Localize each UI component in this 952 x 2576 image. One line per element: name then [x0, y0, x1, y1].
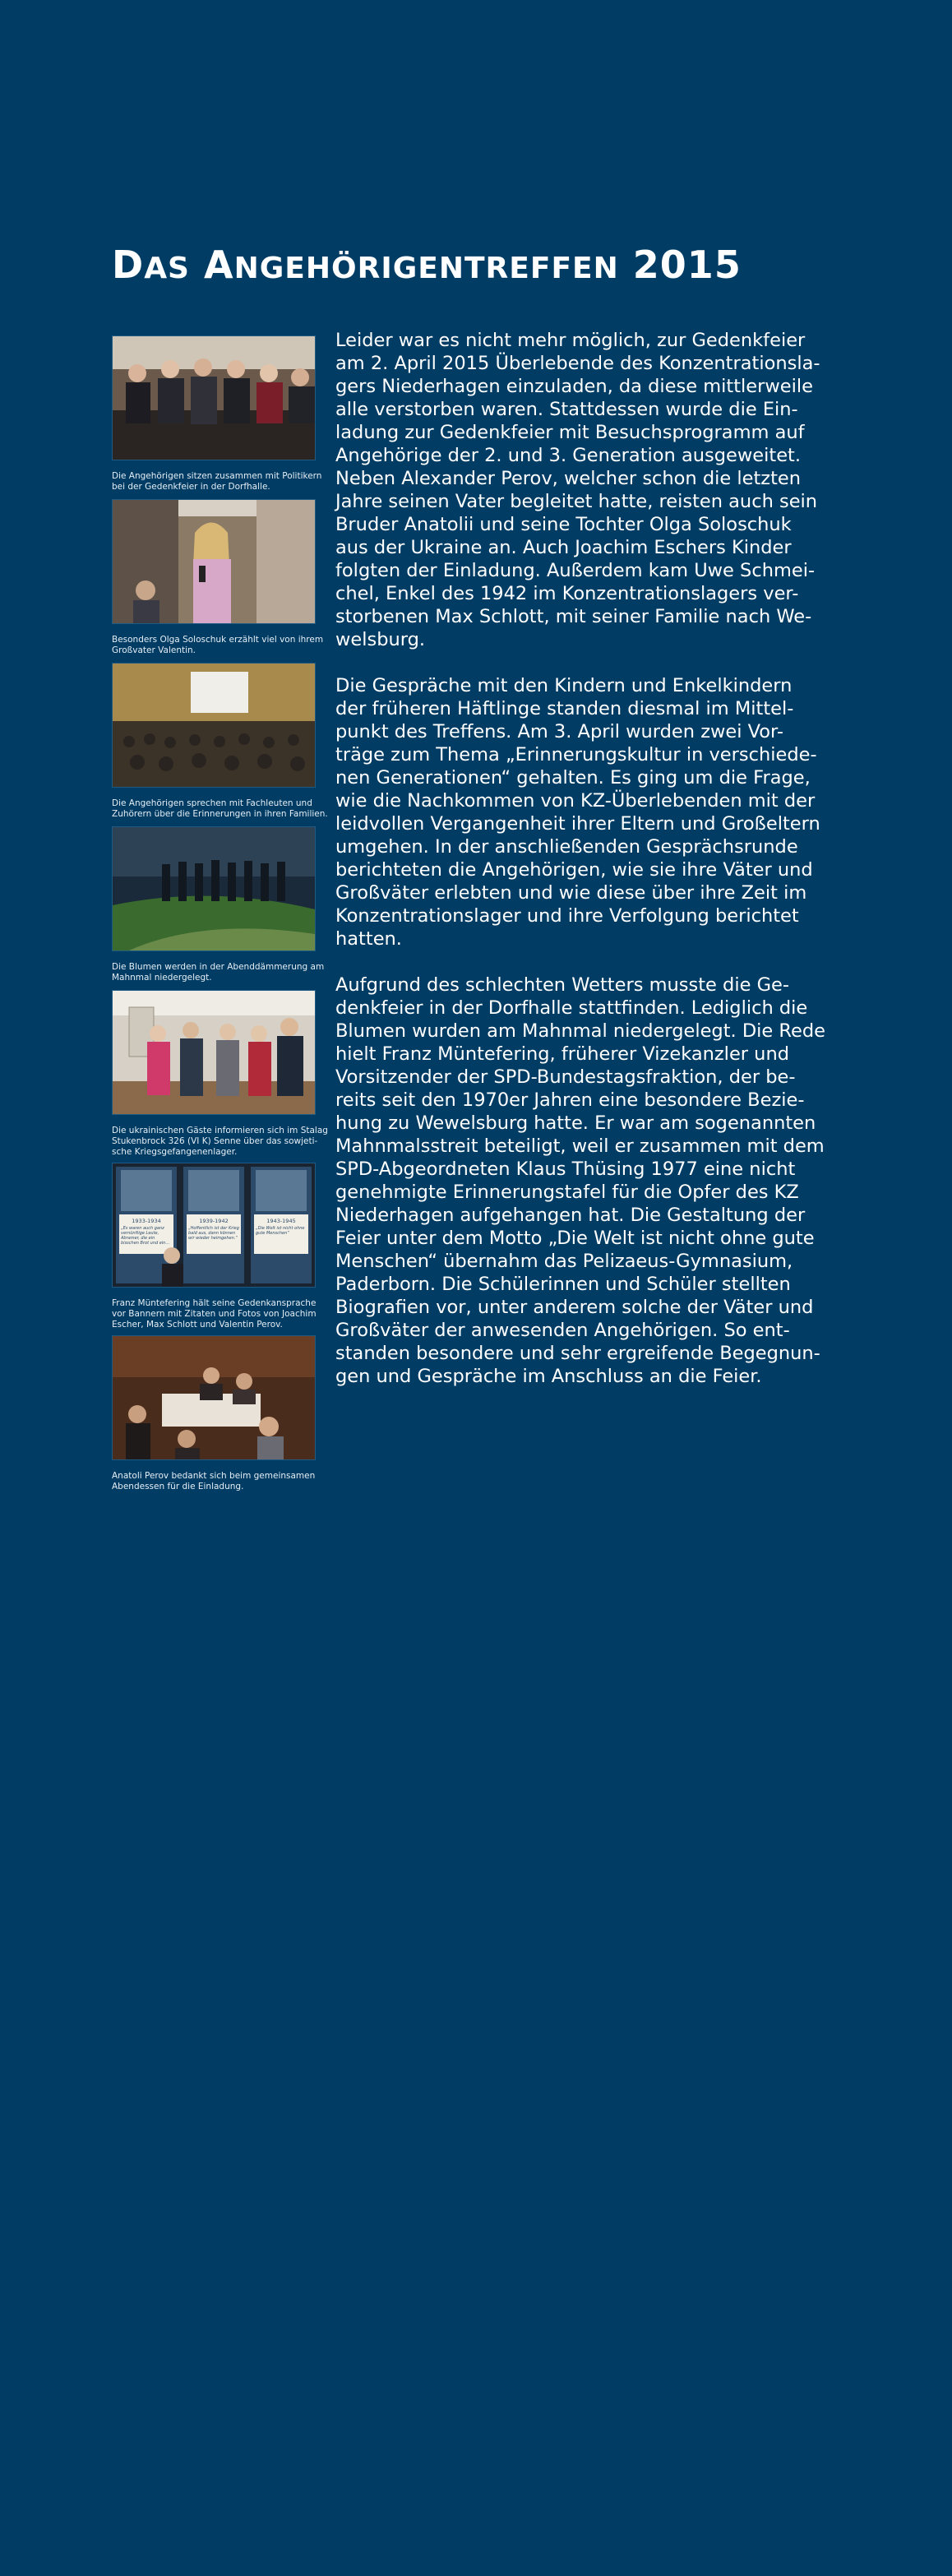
photo-audience-politicians-image	[113, 336, 315, 460]
figure-4	[112, 826, 325, 985]
title-first-rest: AS	[144, 252, 190, 285]
photo-dinner-image	[113, 1336, 315, 1459]
title-second-rest: NGEHÖRIGENTREFFEN	[233, 252, 619, 285]
caption-2: Besonders Olga Soloschuk erzählt viel von ihrem Großvater Valentin.	[112, 635, 324, 655]
banner-3-years: 1943-1945	[266, 1218, 296, 1224]
title-second-cap: A	[204, 243, 234, 287]
photo-column	[112, 335, 328, 1499]
photo-memorial-dusk-image	[113, 827, 315, 950]
figure-3	[112, 663, 328, 821]
photo-banners-speech	[112, 1163, 316, 1288]
paragraph-1: Leider war es nicht mehr möglich, zur Gedenkfeier am 2. April 2015 Überlebende des Konzentrationsla- gers Niederhagen einzuladen, da diese mittlerweile alle verstorben waren. Stattdessen wurde die Ein- ladung zur Gedenkfeier mit Besuchsprogramm auf Angehörige der 2. und 3. Generation ausgeweitet. Neben Alexander Perov, welcher schon die letzten Jahre seinen Vater begleitet hatte, reisten auch sein Bruder Anatolii und seine Tochter Olga Soloschuk aus der Ukraine an. Auch Joachim Eschers Kinder folgten der Einladung. Außerdem kam Uwe Schmei- chel, Enkel des 1942 im Konzentrationslagers ver- storbenen Max Schlott, mit seiner Familie nach We- welsburg.	[335, 330, 820, 650]
caption-4: Die Blumen werden in der Abenddämmerung am Mahnmal niedergelegt.	[112, 962, 325, 983]
figure-1	[112, 335, 322, 494]
photo-stalag-visit-image	[113, 991, 315, 1114]
caption-7: Anatoli Perov bedankt sich beim gemeinsamen Abendessen für die Einladung.	[112, 1471, 316, 1491]
title-first-cap: D	[112, 243, 145, 287]
figure-5	[112, 990, 328, 1158]
title-year: 2015	[632, 243, 742, 287]
paragraph-2: Die Gespräche mit den Kindern und Enkelkindern der früheren Häftlinge standen diesmal im Mittel- punkt des Treffens. Am 3. April wurden zwei Vor- träge zum Thema „Erinnerungskultur in verschiede- nen Generationen“ gehalten. Es ging um die Frage, wie die Nachkommen von KZ-Überlebenden mit der leidvollen Vergangenheit ihrer Eltern und Großeltern umgehen. In der anschließenden Gesprächsrunde berichteten die Angehörigen, wie sie ihre Väter und Großväter erlebten und wie diese über ihre Zeit im Konzentrationslager und ihre Verfolgung berichtet hatten.	[335, 675, 820, 950]
banner-2-years: 1939-1942	[199, 1218, 229, 1224]
page-title	[112, 240, 742, 294]
figure-6	[112, 1163, 317, 1330]
photo-audience-politicians	[112, 335, 316, 460]
photo-hall-audience	[112, 663, 316, 788]
caption-3: Die Angehörigen sprechen mit Fachleuten und Zuhörern über die Erinnerungen in ihren Familien.	[112, 798, 328, 819]
photo-banners-speech-image	[113, 1163, 315, 1287]
photo-olga-soloschuk	[112, 499, 316, 624]
photo-dinner	[112, 1335, 316, 1460]
banner-1-quote: „Es waren auch ganz vernünftige Leute, Abramer, die ein bisschen Brot und ein…	[121, 1226, 170, 1246]
photo-stalag-visit	[112, 990, 316, 1115]
photo-olga-soloschuk-image	[113, 500, 315, 623]
figure-2	[112, 499, 324, 658]
banner-1-years: 1933-1934	[132, 1218, 161, 1224]
caption-5: Die ukrainischen Gäste informieren sich im Stalag Stukenbrock 326 (VI K) Senne über das sowjeti- sche Kriegsgefangenenlager.	[112, 1126, 328, 1157]
figure-7	[112, 1335, 314, 1494]
photo-memorial-dusk	[112, 826, 316, 951]
caption-6: Franz Müntefering hält seine Gedenkansprache vor Bannern mit Zitaten und Fotos von Joachim Escher, Max Schlott und Valentin Perov.	[112, 1298, 317, 1330]
banner-2-quote: „Hoffentlich ist der Krieg bald aus, dann können wir wieder heimgehen.“	[188, 1226, 239, 1241]
photo-hall-audience-image	[113, 664, 315, 787]
article-body	[335, 329, 845, 1411]
banner-3-quote: „Die Welt ist nicht ohne gute Menschen“	[256, 1226, 305, 1236]
paragraph-3: Aufgrund des schlechten Wetters musste die Ge- denkfeier in der Dorfhalle stattfinden. Lediglich die Blumen wurden am Mahnmal niedergelegt. Die Rede hielt Franz Müntefering, früherer Vizekanzler und Vorsitzender der SPD-Bundestagsfraktion, der be- reits seit den 1970er Jahren eine besondere Bezie- hung zu Wewelsburg hatte. Er war am sogenannten Mahnmalsstreit beteiligt, weil er zusammen mit dem SPD-Abgeordneten Klaus Thüsing 1977 eine nicht genehmigte Erinnerungstafel für die Opfer des KZ Niederhagen aufgehangen hat. Die Gestaltung der Feier unter dem Motto „Die Welt ist nicht ohne gute Menschen“ übernahm das Pelizaeus-Gymnasium, Paderborn. Die Schülerinnen und Schüler stellten Biografien vor, unter anderem solche der Väter und Großväter der anwesenden Angehörigen. So ent- standen besondere und sehr ergreifende Begegnun- gen und Gespräche im Anschluss an die Feier.	[335, 974, 825, 1387]
caption-1: Die Angehörigen sitzen zusammen mit Politikern bei der Gedenkfeier in der Dorfhalle.	[112, 471, 322, 492]
